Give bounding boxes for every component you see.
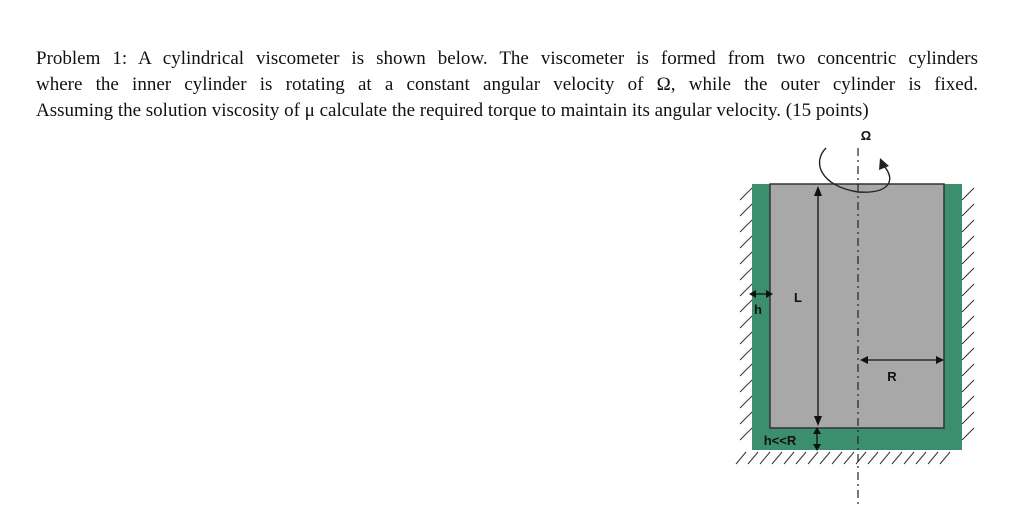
problem-line-3: Assuming the solution viscosity of μ calculate the required torque to maintain its angular velocity. (15 points) — [36, 100, 869, 121]
bottom-wall-hatching — [736, 452, 950, 464]
problem-line-1: Problem 1: A cylindrical viscometer is shown below. The viscometer is formed from two concentric cylinders — [36, 48, 978, 69]
inner-cylinder — [770, 184, 944, 428]
left-wall-hatching — [740, 188, 752, 440]
problem-line-2: where the inner cylinder is rotating at a constant angular velocity of Ω, while the outer cylinder is fixed. — [36, 74, 978, 95]
length-label: L — [794, 290, 802, 305]
rotation-arrowhead-icon — [879, 158, 889, 170]
right-wall-hatching — [962, 188, 974, 440]
condition-label: h<<R — [763, 433, 797, 448]
radius-label: R — [887, 369, 897, 384]
gap-label: h — [754, 302, 762, 317]
omega-label: Ω — [860, 128, 872, 143]
